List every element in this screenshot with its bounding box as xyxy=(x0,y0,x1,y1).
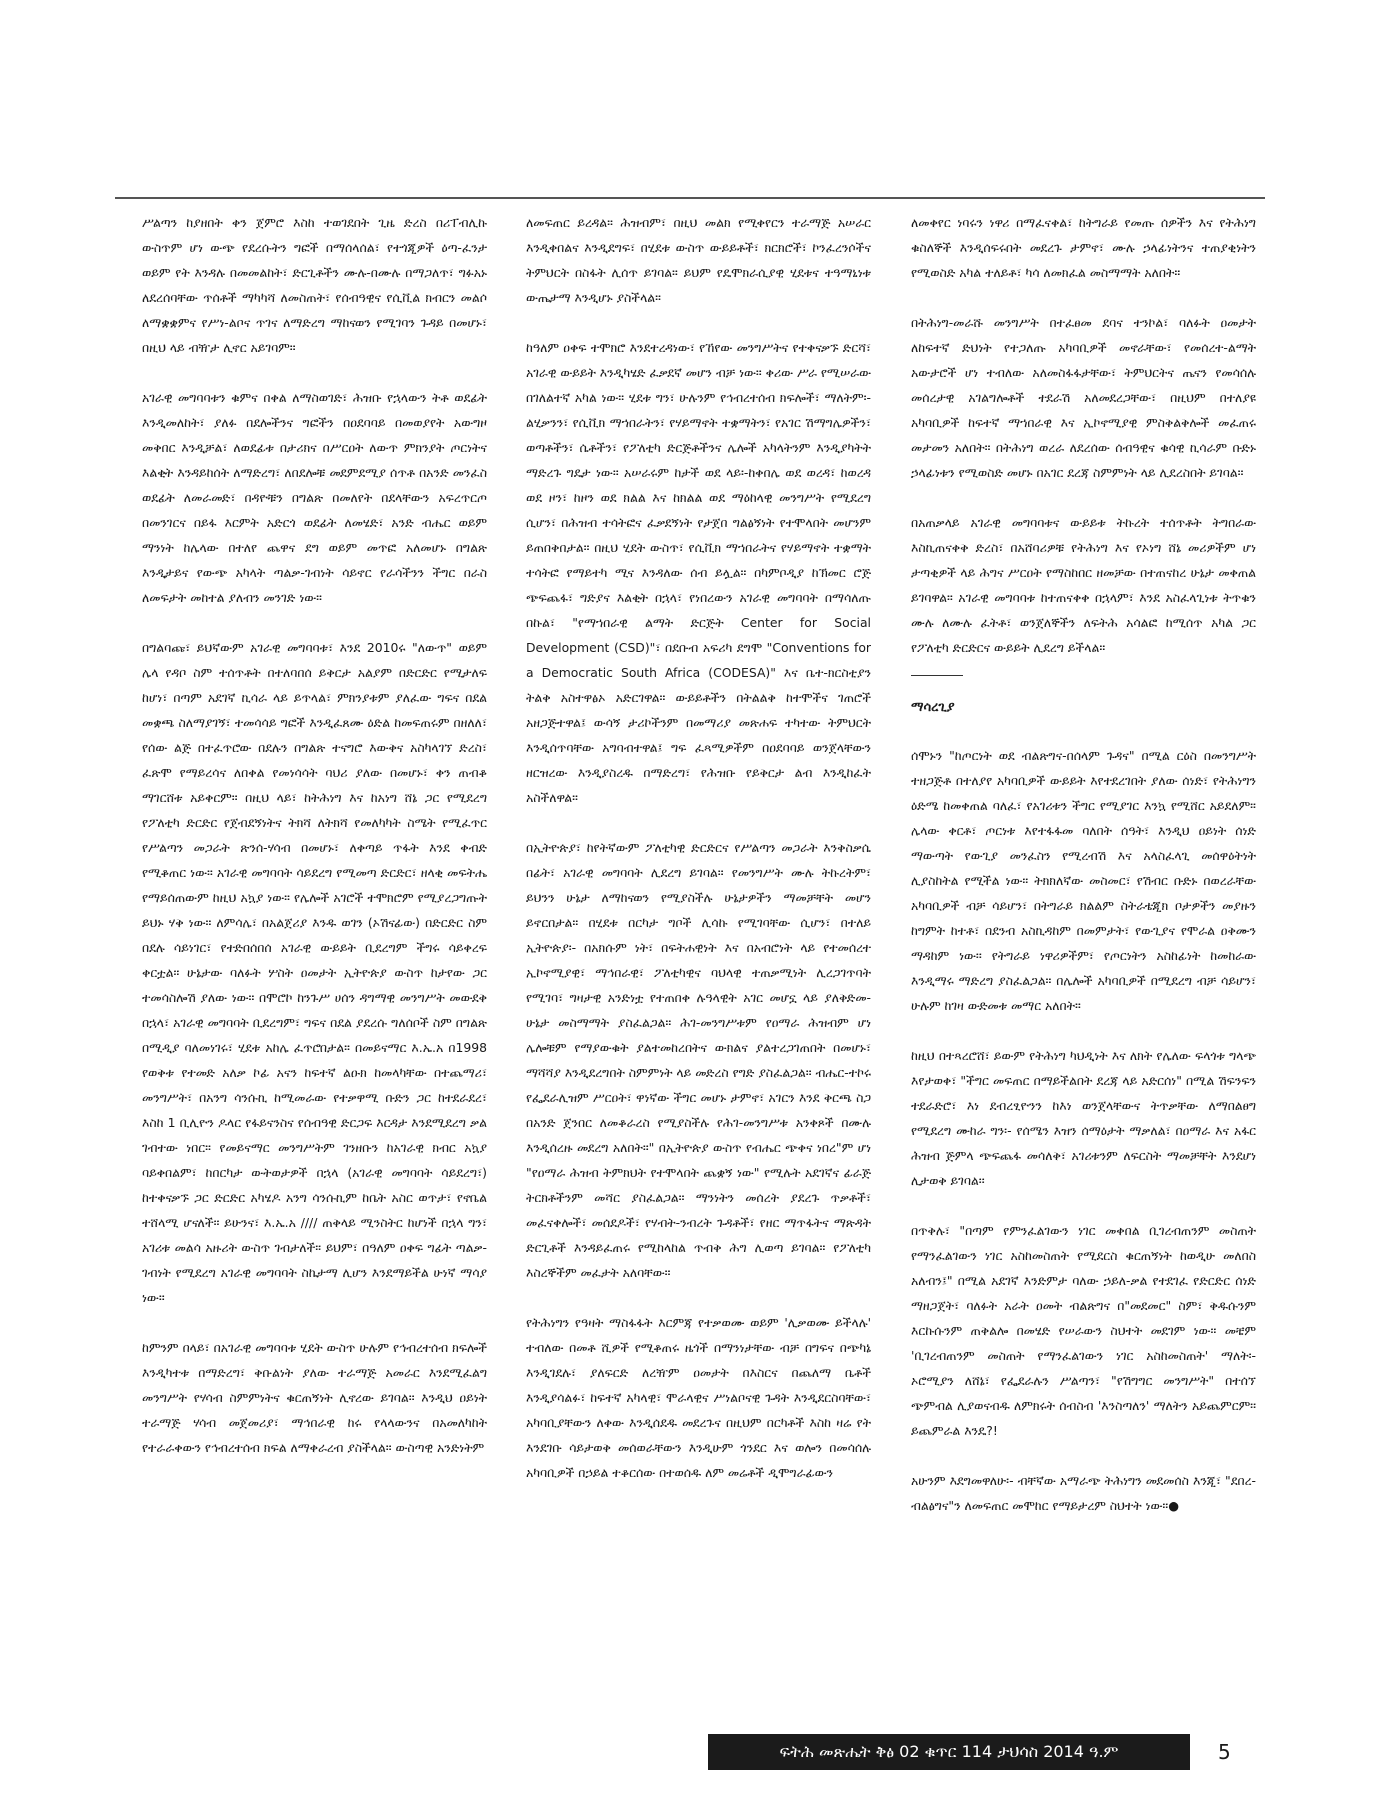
paragraph: ከዓለም ዐቀፍ ተሞክሮ እንደተረዳነው፣ የኸየው መንግሥትና የተቀናቃኙ ድርሻ፣ አገራዊ ውይይት እንዲካሄድ ፈቃደኛ መሆን ብቻ ነው። ቀሪው ሥራ የሚሠራው በገለልተኛ አካል ነው። ሂደቱ ግን፣ ሁሉንም የኅብረተሰብ ክፍሎች፣ ማለትም፡- ልሂቃንን፣ የሲቪክ ማኀበራትን፣ የሃይማኖት ተቋማትን፣ የአገር ሽማግሌዎችን፣ ወጣቶችን፣ ሴቶችን፣ የፖለቲካ ድርጅቶችንና ሌሎች አካላትንም እንዲያካትት ማድረጉ ግዴታ ነው። አሠራሩም ከታች ወደ ላይ፡-ከቀበሌ ወደ ወረዳ፣ ከወረዳ ወደ ዞን፣ ከዞን ወደ ክልል እና ከክልል ወደ ማዕከላዊ መንግሥት የሚደረግ ሲሆን፣ በሕዝብ ተሳትፎና ፈቃደኝነት የታጀበ ግልፅኝነት የተሞላበት መሆንም ይጠበቅበታል። በዚህ ሂደት ውስጥ፣ የሲቪክ ማኀበራትና የሃይማኖት ተቋማት ተሳትፎ የማይተካ ሚና እንዳለው ሰብ ይሏል። በካምቦዲያ ከኽመር ሮጅ ጭፍጨፋ፣ ግድያና እልቂት በኋላ፣ የነበረውን አገራዊ መግባባት በማሳለጡ በኩል፣ "የማኀበራዊ ልማት ድርጅት Center for Social Development (CSD)"፣ በደቡብ አፍሪካ ደግሞ "Conventions for a Democratic South Africa (CODESA)" እና ቤተ-ክርስቲያን ትልቅ አስተዋፅኦ አድርገዋል። ውይይቶችን በትልልቅ ከተሞችና ገጠሮች አዘጋጅተዋል፤ ውሳኝ ታሪኮችንም በመማሪያ መጽሐፍ ተካተው ትምህርት እንዲሰጥባቸው አግባብተዋል፤ ግፍ ፈጻሚዎችም በዐደባባይ ወንጀላቸውን ዘርዝረው እንዲያስረዱ በማድረግ፣ የሕዝቡ የይቅርታ ልብ እንዲከፈት አስችለዋል። xyxy=(526,340,871,805)
column-3 xyxy=(911,210,1256,1543)
page-number: 5 xyxy=(1218,1740,1231,1764)
paragraph: ከዚህ በተጻረሮሸ፣ ይውም የትሕነግ ካህዲነት እና ለክት የሌለው ፍላጎቱ ግላጭ እየታወቀ፣ "ችግር መፍጠር በማይችልበት ደረጃ ላይ አድርሰነ" በሚል ሽፍንፍን ተደራድሮ፣ እነ ደብረፂዮንን ከእነ ወንጀላቸውና ትጥቃቸው ለማበልፀግ የሚደረግ ሙከራ ግን፡- የሰሜን እዝን ሰማዕታት ማቃለል፣ በዐማራ እና አፋር ሕዝብ ጅምላ ጭፍጨፋ መሳለቅ፣ አገሪቱንም ለፍርስት ማመቻቸት እንደሆነ ሊታወቅ ይገባል፡፡ xyxy=(911,1048,1256,1188)
paragraph: በጥቅሉ፣ "በጣም የምንፈልገውን ነገር መቀበል ቢገረብጠንም መስጠት የማንፈልገውን ነገር አስከመስጠት የሚደርስ ቁርጠኝነት ከወዲሁ መለበስ አለብን፤" በሚል አደገኛ እንድምታ ባለው ኃይለ-ቃል የተደገፈ የድርድር ሰነድ ማዘጋጀት፣ ባለፉት አራት ዐመት ብልጽግና በ"መደመር" ስም፣ ቅዱሱንም እርኩሱንም ጠቅልሎ በመሄድ የሠራውን ስህተት መደገም ነው፡፡ መቼም 'ቢገረብጠንም መስጠት የማንፈልገውን ነገር አስከመስጠት' ማለት፡- ኦሮሚያን ለሸኔ፣ የፌደራሉን ሥልጣን፣ "የሽግግር መንግሥት" በተሰኘ ጭምብል ሊያወናብዱ ለምክሩት ሰብስብ 'እንስጣለን' ማለትን አይጨምርም፡፡ ይጨምራል እንዴ?! xyxy=(911,1223,1256,1438)
paragraph: አገራዊ መግባባቱን ቁምና በቀል ለማስወገድ፣ ሕዝቡ የኋላውን ትቶ ወደፊት እንዲመለከት፣ ያለፉ በደሎችንና ግፎችን በዐደባባይ በመወያየት አውግዞ መቅበር እንዲቻል፣ ለወደፊቱ በታሪክና በሥርዐት ለውጥ ምክንያት ጦርነትና እልቂት እንዳይከሰት ለማድረግ፣ ለበደሎቹ መደምደሚያ ሰጥቶ በአንድ መንፈስ ወደፊት ለመራመድ፣ በዳዮቹን በግልጽ በመለየት በደላቸውን አፍረጥርጦ በመንገርና በይፋ እርምት አድርጎ ወደፊት ለመሄድ፣ አንድ ብሔር ወይም ማንነት ከሌላው በተለየ ጨዋና ደግ ወይም መጥፎ አለመሆኑ በግልጽ እንዲታይና የውጭ አካላት ጣልቃ-ገብነት ሳይኖር የራሳችንን ችግር በራስ ለመፍታት መከተል ያለብን መንገድ ነው። xyxy=(142,390,487,605)
paragraph: በአጠቃላይ አገራዊ መግባባቱና ውይይቱ ትኩረት ተሰጥቶት ትግበራው እስኪጠናቀቅ ድረስ፣ በአሸባሪዎቹ የትሕነግ እና የኦነግ ሸኔ መሪዎችም ሆነ ታጣቂዎች ላይ ሕግና ሥርዐት የማስከበር ዘመቻው በተጠናከረ ሁኔታ መቀጠል ይገባዋል። አገራዊ መግባባቱ ከተጠናቀቀ በኋላም፣ እንደ አስፈላጊነቱ ትጥቁን ሙሉ ለሙሉ ፈትቶ፣ ወንጀለኞችን ለፍትሕ አሳልፎ ከሚሰጥ አካል ጋር የፖለቲካ ድርድርና ውይይት ሊደረግ ይችላል። xyxy=(911,515,1256,655)
paragraph: በግልባጩ፣ ይህኛውም አገራዊ መግባባቱ፣ እንደ 2010ሩ "ለውጥ" ወይም ሌላ የዳቦ ስም ተሰጥቶት በተለባበሰ ይቅርታ አልያም በድርድር የሚታለፍ ከሆነ፣ በጣም አደገኛ ኪሳራ ላይ ይጥላል፣ ምክንያቱም ያለፈው ግፍና በደል መቋጫ ስለማያገኝ፣ ተመሳሳይ ግፎች እንዲፈጸሙ ዕድል ከመፍጠሩም በዘለለ፣ የሰው ልጅ በተፈጥሮው በደሉን በግልጽ ተናግሮ እውቅና አስካላገኘ ድረስ፣ ፈጽሞ የማይረሳና ለበቀል የመነሳሳት ባህሪ ያለው በመሆኑ፣ ቀን ጠብቆ ማገርሸቱ አይቀርም። በዚህ ላይ፣ ከትሕነግ እና ከአነግ ሸኔ ጋር የሚደረግ የፖለቲካ ድርድር የጀብደኝነትና ትክሻ ለትክሻ የመለካካት ስሜት የሚፈጥር የሥልጣን መጋራት ጽንሰ-ሃሳብ በመሆኑ፣ ለቀጣይ ጥፋት እንደ ቀብድ የሚቆጠር ነው። አገራዊ መግባባት ሳይደረግ የሚመጣ ድርድር፣ ዘላቂ መፍትሔ የማይሰጠውም ከዚህ አኳያ ነው። የሌሎች አገሮች ተሞክሮም የሚያረጋግጡት ይህኑ ሃቅ ነው። ለምሳሌ፣ በአልጀሪያ እንዱ ወገን (ኦሽናፊው) በድርድር ስም በደሉ ሳይነገር፣ የተድበሰበሰ አገራዊ ውይይት ቢደረግም ችግሩ ሳይቀረፍ ቀርቷል፡፡ ሁኔታው ባለፉት ሦስት ዐመታት ኢትዮጵያ ውስጥ ከታየው ጋር ተመሳስሎሽ ያለው ነው። በሞሮኮ ከንጉሥ ሀሰን ዳግማዊ መንግሥት መውደቅ በኋላ፣ አገራዊ መግባባት ቢደረግም፣ ግፍና በደል ያደረሱ ግለሰቦች ስም በግልጽ በሚዲያ ባለመነገሩ፣ ሂደቱ አከሌ ፈጥሮበታል። በመይናማር እ.ኤ.አ በ1998 የወቅቱ የተመድ አለቃ ኮፊ አናን ከፍተኛ ልዑክ ከመላካቸው በተጨማሪ፣ መንግሥት፣ በአንግ ሳንሱኪ ከሚመራው የተቃዋሚ ቡድን ጋር ከተደራደረ፣ እስከ 1 ቢሊዮን ዶላር የፋይናንስና የሰብዓዊ ድርጋፍ እርዳታ እንደሚደረግ ቃል ገብተው ነበር። የመይናማር መንግሥትም ገንዘቡን ከአገራዊ ክብር አኳያ ባይቀበልም፣ ከበርካታ ውትወታዎች በኋላ (አገራዊ መግባባት ሳይደረግ፣) ከተቀናቃኙ ጋር ድርድር አካሄዶ አንግ ሳንሱኪም ከቤት አስር ወጥታ፣ የኖቤል ተሸላሚ ሆናለች፡፡ ይሁንና፣ እ.ኤ.አ //// ጠቅላይ ሚንስትር ከሆነች በኋላ ግን፣ አገሪቱ መልሳ አዙሪት ውስጥ ገብታለች፡፡ ይህም፣ በዓለም ዐቀፍ ግፊት ጣልቃ-ገብነት የሚደረግ አገራዊ መግባባት ስኬታማ ሊሆን እንደማይችል ሁነኛ ማሳያ ነው። xyxy=(142,640,487,1305)
column-1 xyxy=(142,210,487,1485)
paragraph: ከምንም በላይ፣ በአገራዊ መግባባቱ ሂደት ውስጥ ሁሉም የኅብረተሰብ ክፍሎች እንዲካተቱ በማድረግ፣ ቅቡልነት ያለው ተራማጅ አመራር እንደሚፈልግ መንግሥት የሃሳብ ስምምነትና ቁርጠኝነት ሊኖረው ይገባል። እንዲህ ዐይነት ተራማጅ ሃሳብ መጀመሪያ፣ ማኅበራዊ ከሩ የላላውንና በአመለካከት የተራራቀውን የኅብረተሰብ ክፍል ለማቀራረብ ያስችላል። ውስጣዊ አንድነትም xyxy=(142,1340,487,1455)
paragraph: ለመፍጠር ይረዳል። ሕዝብም፣ በዚህ መልክ የሚቀየርን ተራማጅ አሠራር እንዲቀበልና እንዲደግፍ፣ በሂደቱ ውስጥ ውይይቶች፣ ክርክሮች፣ ኮንፈረንሶችና ትምህርት በስፋት ሊሰጥ ይገባል። ይህም የዴሞክራሲያዊ ሂደቱና ተዓማኒነቱ ውጤታማ እንዲሆኑ ያስችላል። xyxy=(526,215,871,305)
paragraph: ሰሞኑን "ከጦርነት ወደ ብልጽግና-በሰላም ጉዳና" በሚል ርዕስ በመንግሥት ተዘጋጅቶ በተለያየ አካባቢዎች ውይይት እየተደረገበት ያለው ሰነድ፣ የትሕነግን ዕድሜ ከመቀጠል ባለፈ፣ የአገሪቱን ችግር የሚያገር እንኳ የሚሸር አይደለም፡፡ ሌላው ቀርቶ፣ ጦርነቱ እየተፋፋመ ባለበት ሰዓት፣ እንዲህ ዐይነት ሰነድ ማውጣት የውጊያ መንፈስን የሚረብሽ እና አላስፈላጊ መሰዋዕትነት ሊያስከትል የሚችል ነው፡፡ ትክክለኛው መስመር፣ የሽብር ቡድኑ በወረራቸው አካባቢዎች ብቻ ሳይሆን፣ በትግራይ ክልልም ስትራቴጂክ ቦታዎችን መያዙን ከግምት ከተቶ፣ በደንብ አስኪዳከም በመምታት፣ የውጊያና የሞራል ዐቅሙን ማዳከም ነው፡፡ የትግራይ ነዋሪዎችም፣ የጦርነትን አስከፊነት ከመከራው እንዲማሩ ማድረግ ያስፈልጋል። በሌሎች አካባቢዎች በሚደረግ ብቻ ሳይሆን፣ ሁሉም ከገዛ ውድመቱ መማር አለበት። xyxy=(911,748,1256,1013)
top-rule xyxy=(115,197,1265,199)
paragraph: ሥልጣን ከያዘበት ቀን ጀምሮ እስከ ተወገደበት ጊዜ ድረስ በሪፐብሊኩ ውስጥም ሆነ ውጭ የደረሱትን ግፎች በማሰላሰል፣ የተጎጂዎች ዕጣ-ፈንታ ወይም የት እንዳሉ በመመልከት፣ ድርጊቶችን ሙሉ-በሙሉ በማጋለጥ፣ ግፉአኑ ለደረሰባቸው ጥሰቶች ማካካሻ ለመስጠት፣ የሰብዓዊና የሲቪል ክብርን መልሶ ለማቋቋምና የሥነ-ልቦና ጥገና ለማድረግ ማከናወን የሚገባን ጉዳይ በመሆኑ፣ በዚህ ላይ ብዥታ ሊኖር አይገባም። xyxy=(142,215,487,355)
column-2 xyxy=(526,210,871,1510)
paragraph: በትሕነግ-መራሹ መንግሥት በተፈፀመ ደባና ተንኮል፣ ባለፉት ዐመታት ለከፍተኛ ድህነት የተጋለጡ አካባቢዎች መኖራቸው፣ የመሰረተ-ልማት አውታሮች ሆነ ተብለው አለመስፋፋታቸው፣ ትምህርትና ጤናን የመሳሰሉ መሰረታዊ አገልግሎቶች ተደራሽ አለመደረጋቸው፣ በዚህም በተለያዩ አካባቢዎች ከፍተኛ ማኀበራዊ እና ኢኮኖሚያዊ ምስቅልቅሎች መፈጠሩ መታመን አለበት። በትሕነግ ወረራ ለደረሰው ሰብዓዊና ቁሳዊ ኪሳራም ቡድኑ ኃላፊነቱን የሚወስድ መሆኑ በአገር ደረጃ ስምምነት ላይ ሊደረስበት ይገባል። xyxy=(911,315,1256,480)
paragraph: ለመቀየር ነባሩን ነዋሪ በማፈናቀል፣ ከትግራይ የመጡ ሰዎችን እና የትሕነግ ቁስለኞች እንዲሰፍሩበት መደረጉ ታምኖ፣ ሙሉ ኃላፊነትንና ተጠያቂነትን የሚወስድ አካል ተለይቶ፣ ካሳ ለመክፈል መስማማት አለበት። xyxy=(911,215,1256,280)
paragraph: የትሕነግን የዓዛት ማስፋፋት እርምጃ የተቃወሙ ወይም 'ሊቃወሙ ይችላሉ' ተብለው በመቶ ሺዎች የሚቆጠሩ ዜጎች በማንነታቸው ብቻ በግፍና በጭካኔ እንዲገደሉ፣ ያለፍርድ ለረዥም ዐመታት በእስርና በጨለማ ቤቶች እንዲያሳልፉ፣ ከፍተኛ አካላዊ፣ ሞራላዊና ሥነልቦናዊ ጉዳት እንዲደርስባቸው፣ አካባቢያቸውን ለቀው እንዲሰደዱ መደረጉና በዚህም በርካቶች እስከ ዛሬ የት እንደገቡ ሳይታወቅ መሰወራቸውን እንዲሁም ጎንደር እና ወሎን በመሳሰሉ አካባቢዎች በኃይል ተቆርሰው በተወሰዱ ለም መሬቶች ዲሞግራፊውን xyxy=(526,1315,871,1480)
section-heading: ማሳረጊያ xyxy=(911,700,955,715)
footer-issue-bar: ፍትሕ መጽሔት ቅፅ 02 ቁጥር 114 ታህሳስ 2014 ዓ.ም xyxy=(708,1734,1190,1770)
paragraph: በኢትዮጵያ፣ ከየትኛውም ፖለቲካዊ ድርድርና የሥልጣን መጋራት እንቅስቃሴ በፊት፣ አገራዊ መግባባት ሊደረግ ይገባል። የመንግሥት ሙሉ ትኩረትም፣ ይህንን ሁኔታ ለማከናወን የሚያስችሉ ሁኔታዎችን ማመቻቸት መሆን ይኖርበታል። በሂደቱ በርካታ ግቦች ሊሳኩ የሚገባቸው ሲሆን፣ በተለይ ኢትዮጵያ፡- በአክሱም ነት፣ በፍትሐዊነት እና በአብሮነት ላይ የተመሰረተ ኢኮኖሚያዊ፣ ማኅበራዊ፣ ፖለቲካዊና ባህላዊ ተጠቃሚነት ሊረጋገጥባት የሚገባ፣ ግዛታዊ አንድነቷ የተጠበቀ ሉዓላዊት አገር መሆኗ ላይ ያለቅድመ-ሁኔታ መስማማት ያስፈልጋል። ሕገ-መንግሥቱም የዐማራ ሕዝብም ሆነ ሌሎቹም የማያውቁት ያልተመከረበትና ውክልና ያልተረጋገጠበት በመሆኑ፣ ማሻሻያ እንዲደረግበት ስምምነት ላይ መድረስ የግድ ያስፈልጋል። ብሔር-ተኮሩ የፌደራሊዝም ሥርዐት፣ ዋነኛው ችግር መሆኑ ታምኖ፣ አገርን እንደ ቅርጫ ስጋ በአንድ ጀንበር ለመቆራረስ የሚያስችሉ የሕገ-መንግሥቱ አንቀጾች በሙሉ እንዲሰረዙ መደረግ አለበት።" በኢትዮጵያ ውስጥ የብሔር ጭቀና ነበረ"ም ሆነ "የዐማራ ሕዝብ ትምክህት የተሞላበት ጨቋኝ ነው" የሚሉት አደገኛና ፊራጅ ትርክቶችንም መሻር ያስፈልጋል። ማንነትን መሰረት ያደረጉ ጥቃቶች፣ መፈናቀሎች፣ መሰደዶች፣ የሃብት-ንብረት ጉዳቶች፣ የዘር ማጥፋትና ማጽዳት ድርጊቶች እንዳይፈጠሩ የሚከላከል ጥብቅ ሕግ ሊወጣ ይገባል። የፖለቲካ እስረኞችም መፈታት አለባቸው። xyxy=(526,840,871,1280)
article-columns xyxy=(142,210,1260,1630)
section-divider xyxy=(911,675,963,676)
paragraph: አሁንም እደግመዋለሁ፡- ብቸኛው አማራጭ ትሕነግን መደመሰስ እንጂ፣ "ደበረ-ብልፅግና"ን ለመፍጠር መሞከር የማይታረም ስህተት ነው፡፡● xyxy=(911,1473,1256,1513)
